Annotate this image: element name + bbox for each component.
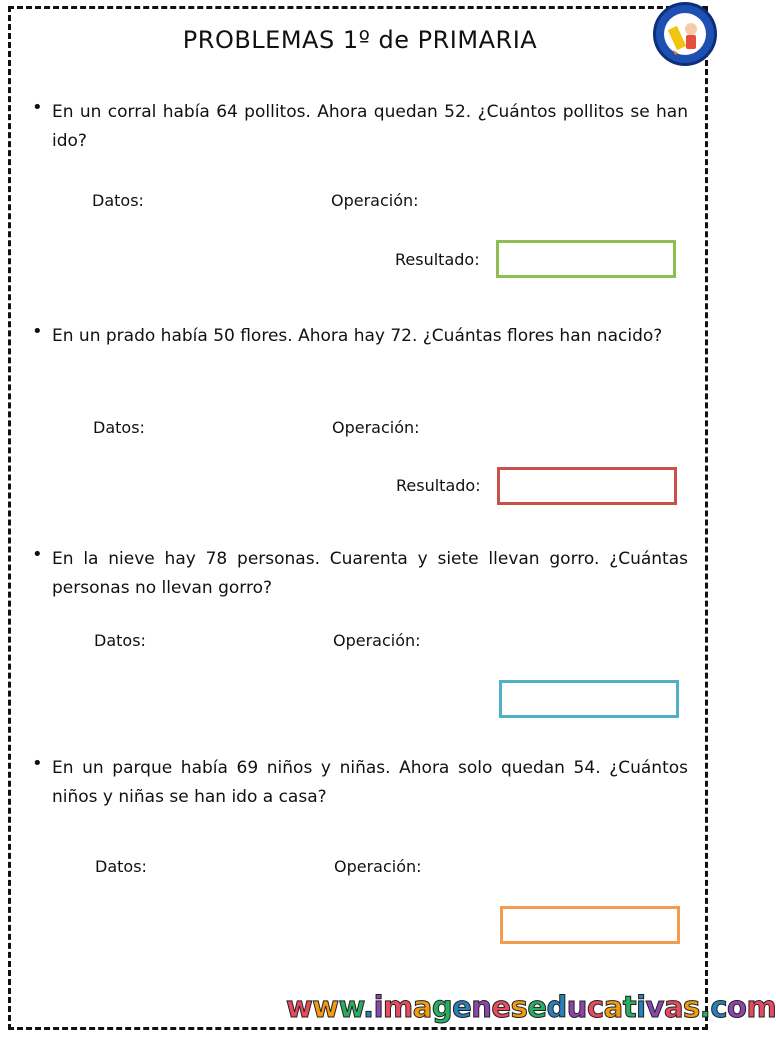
footer-letter: e — [491, 990, 511, 1024]
pencil-character-icon — [664, 13, 706, 55]
footer-letter: e — [452, 990, 472, 1024]
bullet: • — [32, 321, 43, 342]
problem-text: En la nieve hay 78 personas. Cuarenta y siete llevan gorro. ¿Cuántas personas no llevan gorro? — [52, 549, 688, 598]
footer-letter: a — [603, 990, 623, 1024]
footer-letter: e — [527, 990, 547, 1024]
footer-letter: s — [510, 990, 528, 1024]
footer-letter: a — [412, 990, 432, 1024]
resultado-label: Resultado: — [395, 250, 480, 269]
footer-letter: d — [546, 990, 567, 1024]
footer-letter: . — [699, 990, 711, 1024]
datos-label: Datos: — [93, 418, 145, 437]
datos-label: Datos: — [95, 857, 147, 876]
footer-letter: w — [286, 990, 313, 1024]
dashed-page-border — [8, 6, 708, 1030]
problem-text: En un parque había 69 niños y niñas. Ahora solo quedan 54. ¿Cuántos niños y niñas se han ido a casa? — [52, 758, 688, 807]
operacion-label: Operación: — [331, 191, 419, 210]
logo — [653, 2, 717, 66]
answer-box[interactable] — [499, 680, 679, 718]
footer-letter: n — [471, 990, 492, 1024]
footer-letter: i — [373, 990, 384, 1024]
footer-letter: t — [622, 990, 637, 1024]
footer-letter: u — [566, 990, 587, 1024]
footer-letter: w — [312, 990, 339, 1024]
problem-text: En un corral había 64 pollitos. Ahora quedan 52. ¿Cuántos pollitos se han ido? — [52, 102, 688, 151]
footer-letter: . — [363, 990, 374, 1024]
footer-letter: c — [586, 990, 604, 1024]
answer-box[interactable] — [500, 906, 680, 944]
footer-website — [286, 990, 776, 1034]
problem-text: En un prado había 50 flores. Ahora hay 72. ¿Cuántas flores han nacido? — [52, 326, 663, 346]
footer-letter: o — [727, 990, 747, 1024]
bullet: • — [32, 544, 43, 565]
footer-letter: s — [683, 990, 700, 1024]
footer-letter: c — [710, 990, 728, 1024]
bullet: • — [32, 753, 43, 774]
footer-letter: g — [431, 990, 453, 1024]
datos-label: Datos: — [92, 191, 144, 210]
operacion-label: Operación: — [332, 418, 420, 437]
footer-letter: w — [338, 990, 364, 1024]
footer-letter: v — [645, 990, 664, 1024]
footer-letter: m — [746, 990, 776, 1024]
operacion-label: Operación: — [334, 857, 422, 876]
page-title: PROBLEMAS 1º de PRIMARIA — [182, 26, 538, 54]
footer-letter: i — [636, 990, 646, 1024]
answer-box[interactable] — [496, 240, 676, 278]
operacion-label: Operación: — [333, 631, 421, 650]
bullet: • — [32, 97, 43, 118]
footer-letter: a — [663, 990, 684, 1024]
footer-letter: m — [383, 990, 413, 1024]
resultado-label: Resultado: — [396, 476, 481, 495]
answer-box[interactable] — [497, 467, 677, 505]
datos-label: Datos: — [94, 631, 146, 650]
